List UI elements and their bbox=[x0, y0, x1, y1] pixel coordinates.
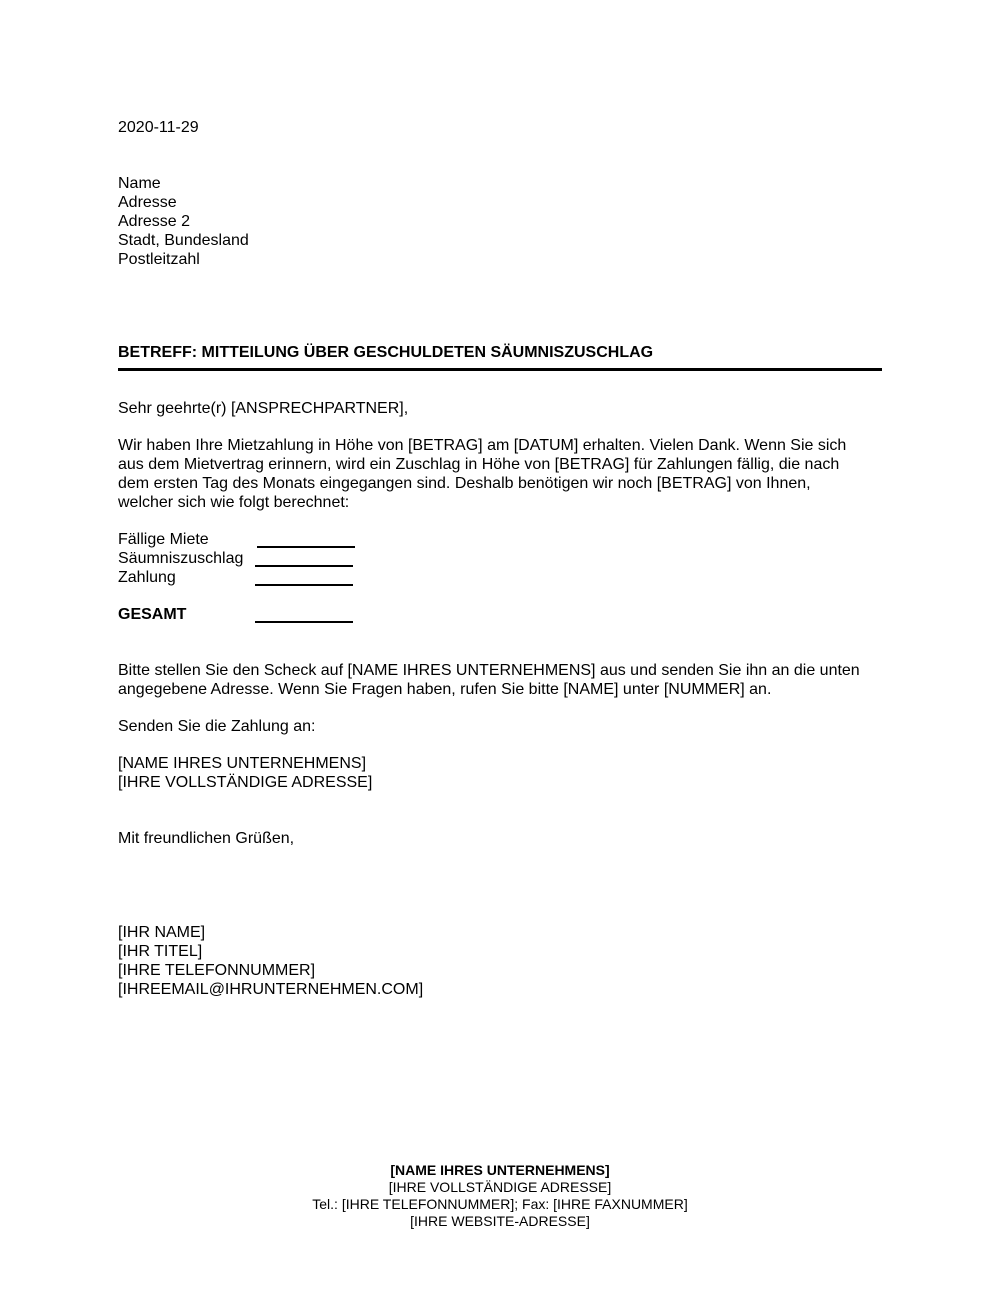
footer-contact: Tel.: [IHRE TELEFONNUMMER]; Fax: [IHRE FAXNUMMER] bbox=[312, 1196, 688, 1212]
salutation: Sehr geehrte(r) [ANSPRECHPARTNER], bbox=[118, 400, 409, 417]
blank-line bbox=[255, 621, 353, 623]
recipient-name: Name bbox=[118, 175, 161, 192]
body-paragraph-check-instructions bbox=[118, 661, 898, 699]
body-paragraph-payment-received bbox=[118, 436, 898, 512]
recipient-address-block bbox=[118, 174, 249, 269]
paragraph-line: angegebene Adresse. Wenn Sie Fragen haben, rufen Sie bitte [NAME] unter [NUMMER] an. bbox=[118, 681, 772, 698]
fee-row-late-fee bbox=[118, 549, 418, 568]
recipient-city-state: Stadt, Bundesland bbox=[118, 232, 249, 249]
fee-label-rent-due: Fällige Miete bbox=[118, 531, 209, 548]
signer-name: [IHR NAME] bbox=[118, 924, 206, 941]
fee-calculation-table bbox=[118, 530, 418, 624]
signer-email: [IHREEMAIL@IHRUNTERNEHMEN.COM] bbox=[118, 981, 424, 998]
paragraph-line: aus dem Mietvertrag erinnern, wird ein Zuschlag in Höhe von [BETRAG] für Zahlungen fällig, die nach bbox=[118, 456, 840, 473]
fee-label-late-fee: Säumniszuschlag bbox=[118, 550, 244, 567]
payee-address-block bbox=[118, 754, 372, 792]
letter-date: 2020-11-29 bbox=[118, 119, 199, 136]
subject-divider bbox=[118, 368, 882, 371]
fee-row-total bbox=[118, 605, 418, 624]
blank-line bbox=[255, 584, 353, 586]
fee-row-payment bbox=[118, 568, 418, 587]
fee-label-total: GESAMT bbox=[118, 606, 187, 623]
paragraph-line: welcher sich wie folgt berechnet: bbox=[118, 494, 350, 511]
paragraph-line: Bitte stellen Sie den Scheck auf [NAME IHRES UNTERNEHMENS] aus und senden Sie ihn an die unten bbox=[118, 662, 860, 679]
paragraph-line: Wir haben Ihre Mietzahlung in Höhe von [BETRAG] am [DATUM] erhalten. Vielen Dank. Wenn Sie sich bbox=[118, 437, 847, 454]
paragraph-line: dem ersten Tag des Monats eingegangen sind. Deshalb benötigen wir noch [BETRAG] von Ihnen, bbox=[118, 475, 811, 492]
fee-label-payment: Zahlung bbox=[118, 569, 176, 586]
payee-company: [NAME IHRES UNTERNEHMENS] bbox=[118, 755, 367, 772]
letter-footer bbox=[0, 1162, 1000, 1230]
signature-block bbox=[118, 923, 423, 999]
recipient-address-line-1: Adresse bbox=[118, 194, 177, 211]
footer-website: [IHRE WEBSITE-ADRESSE] bbox=[410, 1213, 590, 1229]
recipient-postal-code: Postleitzahl bbox=[118, 251, 200, 268]
blank-line bbox=[257, 546, 355, 548]
closing: Mit freundlichen Grüßen, bbox=[118, 830, 295, 847]
payee-address: [IHRE VOLLSTÄNDIGE ADRESSE] bbox=[118, 774, 373, 791]
send-payment-to-label: Senden Sie die Zahlung an: bbox=[118, 718, 316, 735]
footer-company: [NAME IHRES UNTERNEHMENS] bbox=[390, 1162, 610, 1178]
signer-phone: [IHRE TELEFONNUMMER] bbox=[118, 962, 316, 979]
fee-row-rent-due bbox=[118, 530, 418, 549]
signer-title: [IHR TITEL] bbox=[118, 943, 203, 960]
subject-line: BETREFF: MITTEILUNG ÜBER GESCHULDETEN SÄUMNISZUSCHLAG bbox=[118, 344, 654, 361]
blank-line bbox=[255, 565, 353, 567]
footer-address: [IHRE VOLLSTÄNDIGE ADRESSE] bbox=[388, 1179, 612, 1195]
recipient-address-line-2: Adresse 2 bbox=[118, 213, 191, 230]
